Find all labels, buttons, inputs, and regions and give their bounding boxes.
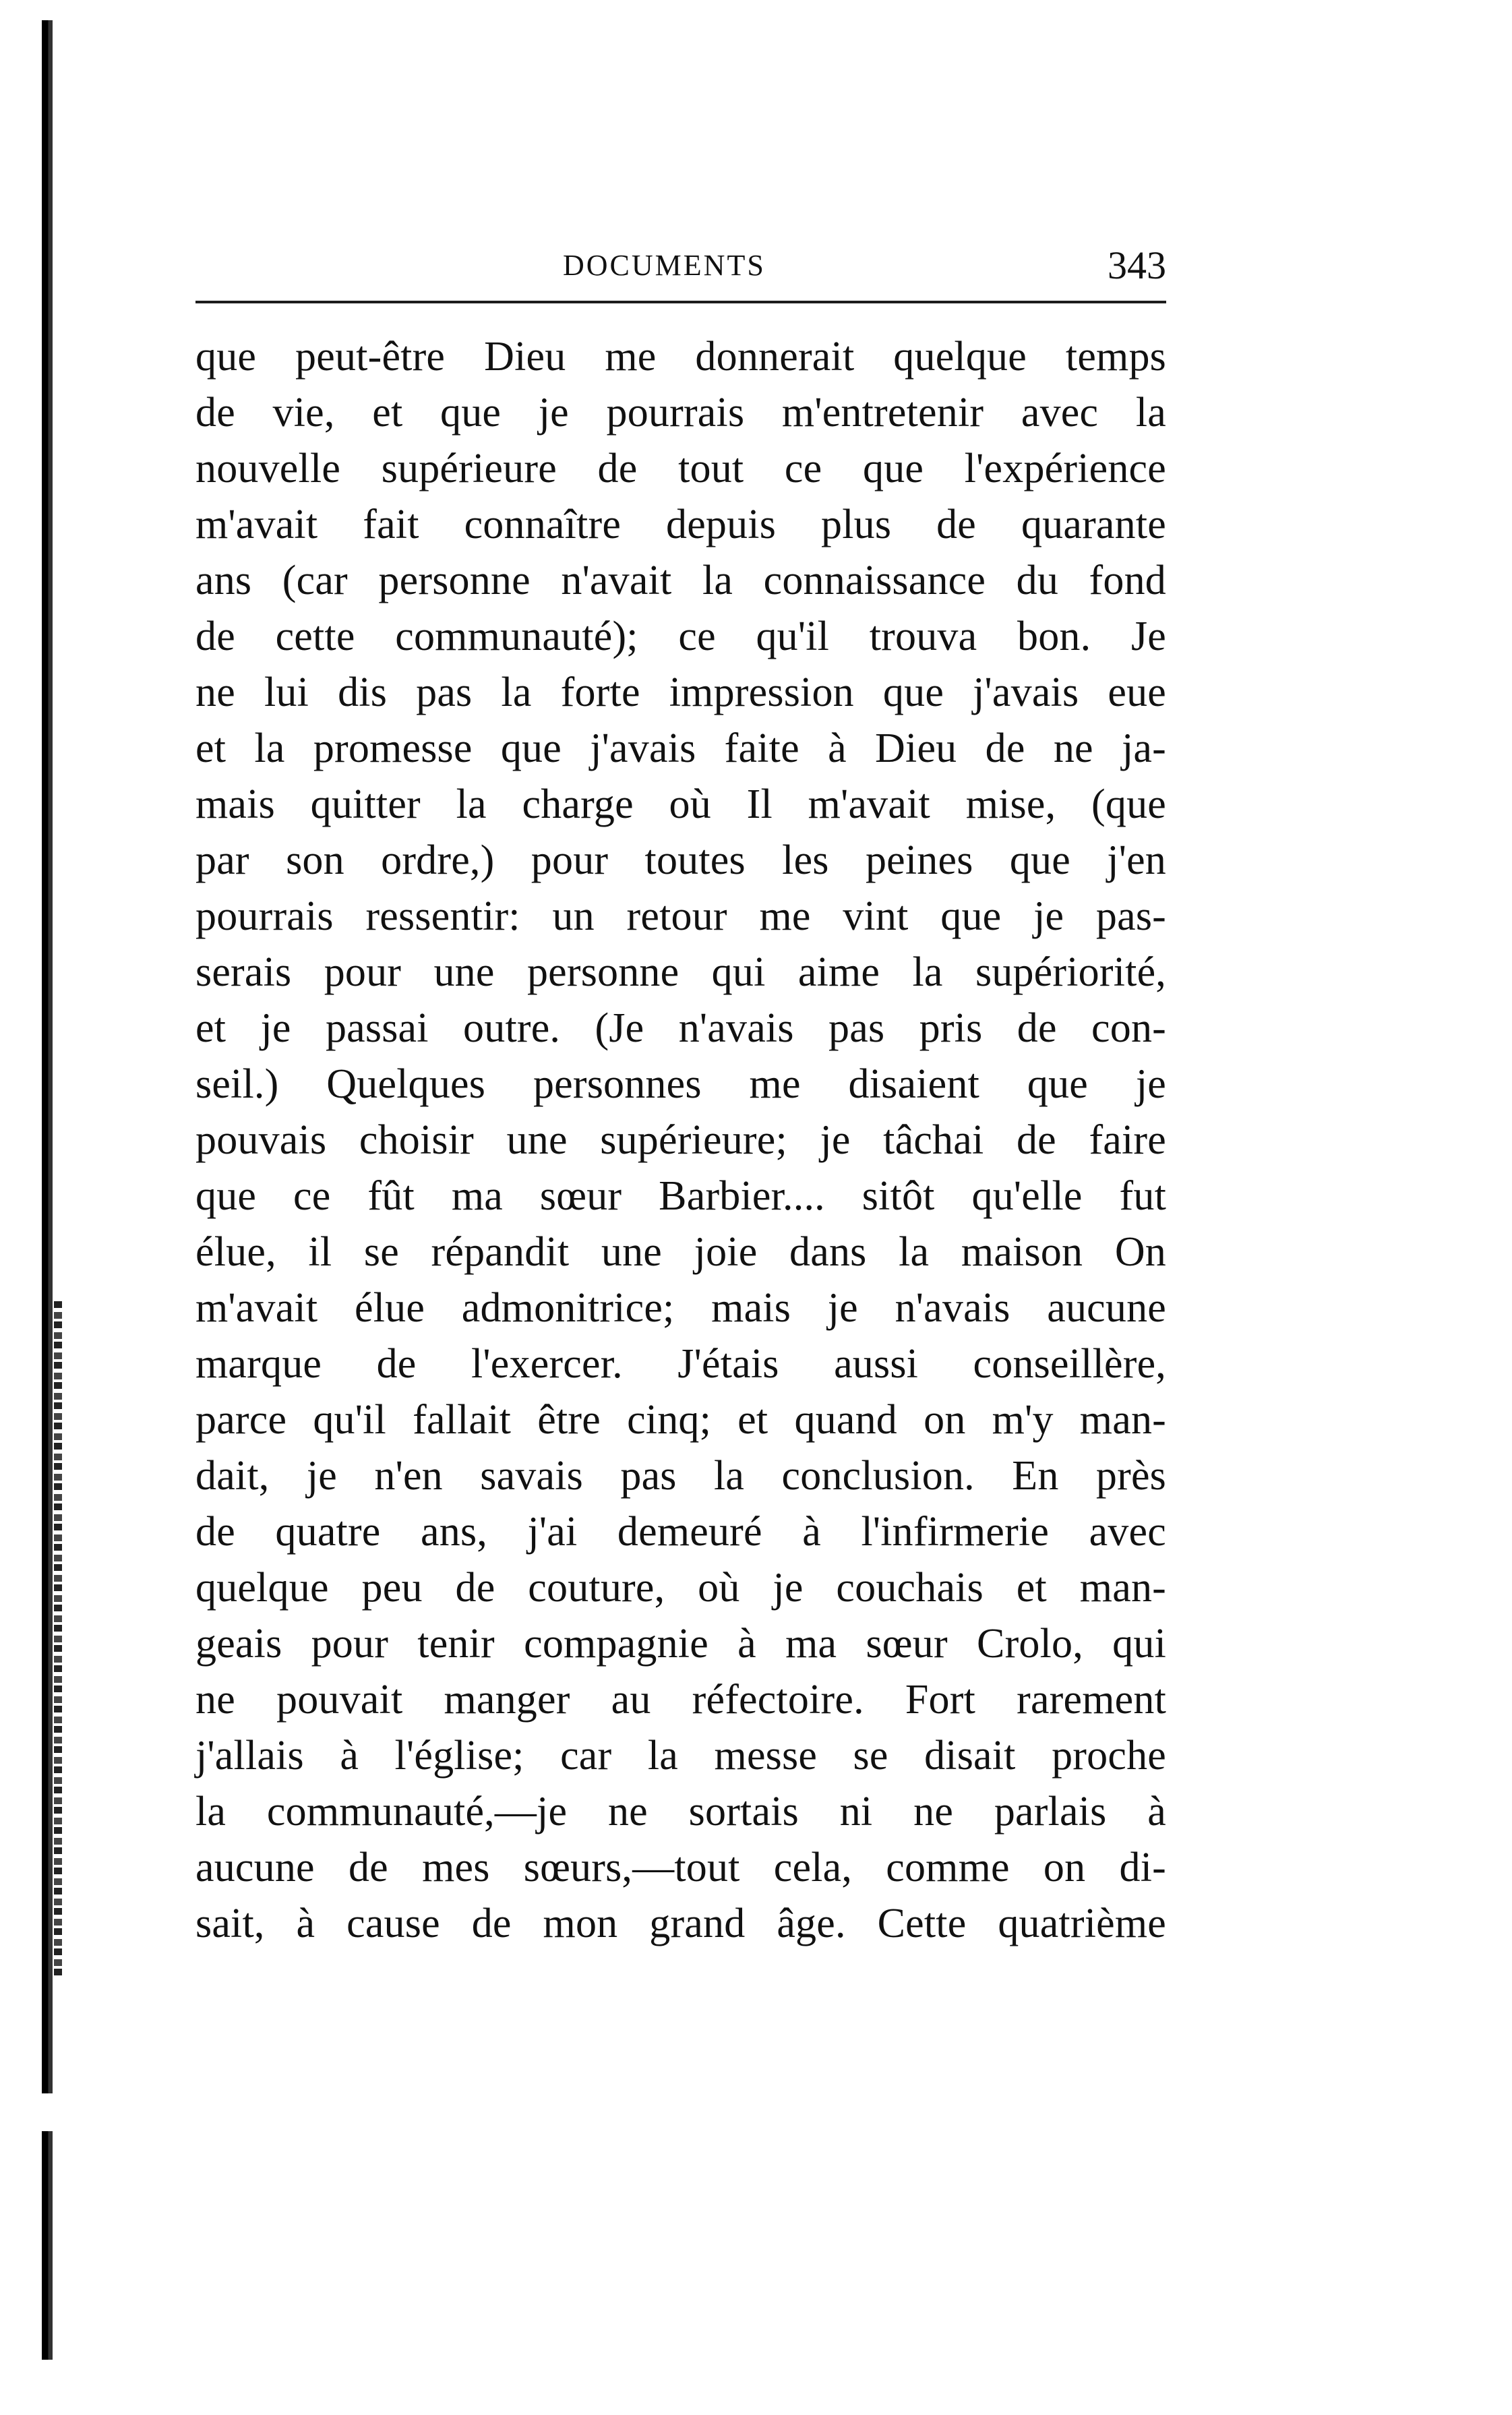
text-line-5: ans (car personne n'avait la connaissance du fond [195, 558, 1166, 603]
text-line-6: de cette communauté); ce qu'il trouva bon. Je [195, 614, 1166, 659]
page-binding-edge [42, 20, 53, 2360]
text-line-2: de vie, et que je pourrais m'entretenir avec la [195, 390, 1166, 436]
text-line-12: serais pour une personne qui aime la supériorité, [195, 949, 1166, 995]
text-line-28: aucune de mes sœurs,—tout cela, comme on di- [195, 1845, 1166, 1890]
text-line-14: seil.) Quelques personnes me disaient que je [195, 1061, 1166, 1107]
text-line-29: sait, à cause de mon grand âge. Cette quatrième [195, 1901, 1166, 1946]
body-text [195, 329, 1166, 1952]
text-line-9: mais quitter la charge où Il m'avait mise, (que [195, 781, 1166, 827]
text-line-24: geais pour tenir compagnie à ma sœur Crolo, qui [195, 1621, 1166, 1667]
text-line-21: dait, je n'en savais pas la conclusion. En près [195, 1453, 1166, 1499]
text-line-13: et je passai outre. (Je n'avais pas pris de con- [195, 1005, 1166, 1051]
text-line-3: nouvelle supérieure de tout ce que l'expérience [195, 446, 1166, 491]
text-line-17: élue, il se répandit une joie dans la maison On [195, 1229, 1166, 1275]
text-line-27: la communauté,—je ne sortais ni ne parlais à [195, 1789, 1166, 1835]
text-line-4: m'avait fait connaître depuis plus de quarante [195, 502, 1166, 547]
text-line-11: pourrais ressentir: un retour me vint que je pas- [195, 893, 1166, 939]
text-line-10: par son ordre,) pour toutes les peines que j'en [195, 837, 1166, 883]
text-line-20: parce qu'il fallait être cinq; et quand on m'y man- [195, 1397, 1166, 1443]
text-line-8: et la promesse que j'avais faite à Dieu de ne ja- [195, 725, 1166, 771]
text-line-16: que ce fût ma sœur Barbier.... sitôt qu'elle fut [195, 1173, 1166, 1219]
text-line-26: j'allais à l'église; car la messe se disait proche [195, 1733, 1166, 1779]
text-line-15: pouvais choisir une supérieure; je tâchai de faire [195, 1117, 1166, 1163]
binding-gap [39, 2093, 55, 2131]
running-head [195, 243, 1166, 290]
header-rule [195, 301, 1166, 303]
document-page [195, 243, 1166, 1952]
text-line-22: de quatre ans, j'ai demeuré à l'infirmerie avec [195, 1509, 1166, 1555]
text-line-1: que peut-être Dieu me donnerait quelque temps [195, 334, 1166, 380]
text-line-7: ne lui dis pas la forte impression que j'avais eue [195, 669, 1166, 715]
text-line-23: quelque peu de couture, où je couchais et man- [195, 1565, 1166, 1611]
text-line-18: m'avait élue admonitrice; mais je n'avais aucune [195, 1285, 1166, 1331]
page-number: 343 [1108, 243, 1166, 287]
running-title: DOCUMENTS [563, 249, 766, 282]
text-line-25: ne pouvait manger au réfectoire. Fort rarement [195, 1677, 1166, 1723]
text-line-19: marque de l'exercer. J'étais aussi conseillère, [195, 1341, 1166, 1387]
